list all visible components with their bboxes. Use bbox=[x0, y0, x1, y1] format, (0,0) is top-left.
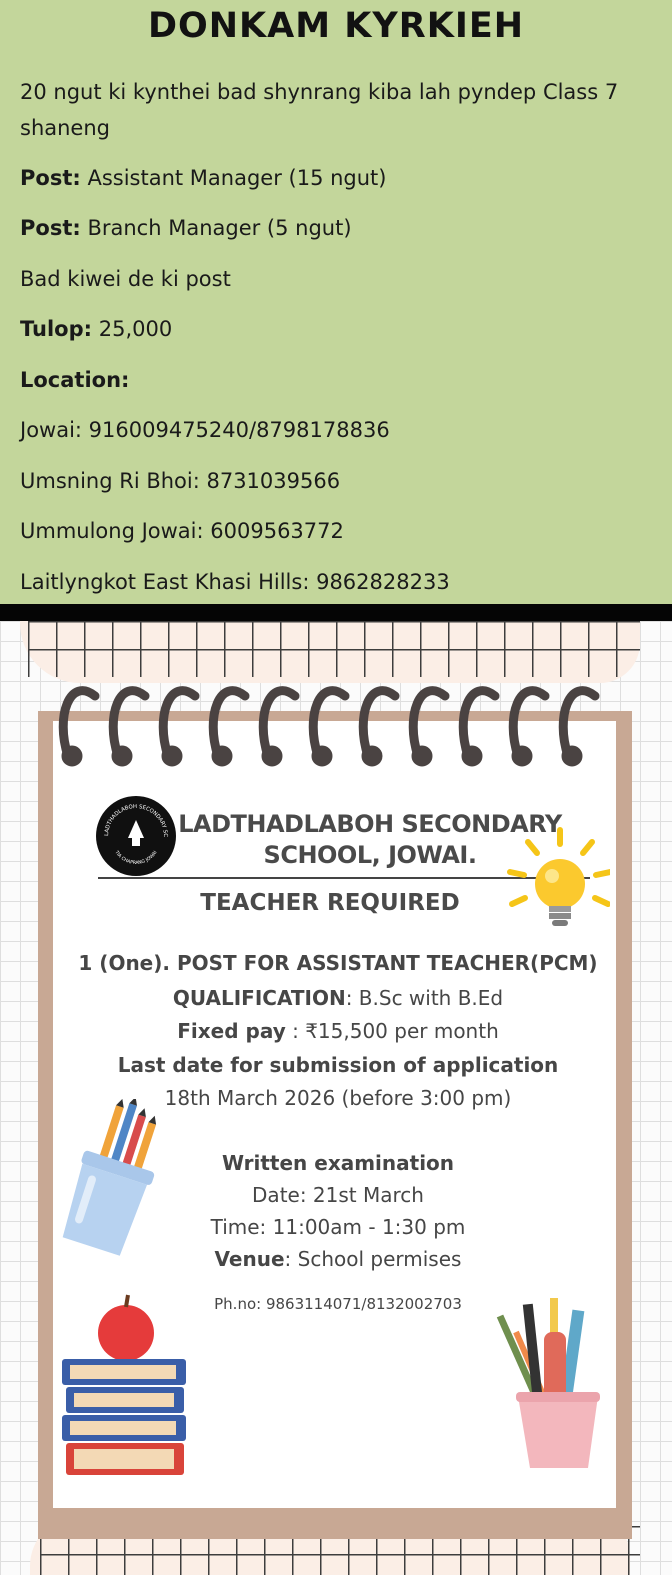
school-logo bbox=[96, 796, 176, 876]
teacher-flyer bbox=[0, 621, 672, 1575]
notice-post-1 bbox=[20, 160, 650, 196]
job-notice bbox=[0, 0, 672, 604]
pencil-jar-icon bbox=[55, 1099, 165, 1259]
pay-label: Fixed pay bbox=[177, 1019, 286, 1043]
top-grid bbox=[28, 621, 640, 677]
logo-text-bottom: TIA CHAPRANG JOWAI bbox=[113, 850, 159, 867]
notice-intro: 20 ngut ki kynthei bad shynrang kiba lah pyndep Class 7 shaneng bbox=[20, 80, 619, 140]
notice-location-3: Ummulong Jowai: 6009563772 bbox=[20, 519, 344, 543]
post-label: Post: bbox=[20, 216, 81, 240]
exam-title: Written examination bbox=[221, 1151, 455, 1175]
notice-salary bbox=[20, 311, 650, 347]
salary-label: Tulop: bbox=[20, 317, 93, 341]
notice-location-1: Jowai: 916009475240/8798178836 bbox=[20, 418, 390, 442]
notice-other-posts: Bad kiwei de ki post bbox=[20, 267, 231, 291]
teacher-required-heading: TEACHER REQUIRED bbox=[200, 890, 460, 916]
qualification-label: QUALIFICATION bbox=[172, 986, 346, 1010]
pen-cup-icon bbox=[490, 1296, 610, 1476]
exam-time: Time: 11:00am - 1:30 pm bbox=[210, 1215, 466, 1239]
qualification-value: : B.Sc with B.Ed bbox=[345, 986, 504, 1010]
post-value: Assistant Manager (15 ngut) bbox=[87, 166, 387, 190]
notice-location-2: Umsning Ri Bhoi: 8731039566 bbox=[20, 469, 341, 493]
pay-value: : ₹15,500 per month bbox=[285, 1019, 499, 1043]
pay-line bbox=[60, 1019, 616, 1043]
venue-label: Venue bbox=[214, 1247, 285, 1271]
post-value: Branch Manager (5 ngut) bbox=[87, 216, 352, 240]
notice-location-4: Laitlyngkot East Khasi Hills: 9862828233 bbox=[20, 570, 450, 594]
venue-value: : School permises bbox=[284, 1247, 462, 1271]
post-label: Post: bbox=[20, 166, 81, 190]
deadline-date: 18th March 2026 (before 3:00 pm) bbox=[164, 1086, 512, 1110]
spiral-rings-icon bbox=[0, 676, 672, 776]
notice-post-2 bbox=[20, 210, 650, 246]
post-line: 1 (One). POST FOR ASSISTANT TEACHER(PCM) bbox=[78, 951, 598, 975]
books-apple-icon bbox=[60, 1293, 195, 1483]
logo-text-top: LADTHADLABOH SECONDARY SC bbox=[103, 803, 169, 838]
deadline-label: Last date for submission of application bbox=[117, 1053, 559, 1077]
section-divider bbox=[0, 604, 672, 621]
salary-value: 25,000 bbox=[98, 317, 173, 341]
notice-title: DONKAM KYRKIEH bbox=[147, 6, 525, 46]
notice-location-label: Location: bbox=[20, 368, 130, 392]
phone-number: Ph.no: 9863114071/8132002703 bbox=[214, 1295, 462, 1313]
school-name: LADTHADLABOH SECONDARY SCHOOL, JOWAI. bbox=[178, 810, 562, 869]
exam-date: Date: 21st March bbox=[252, 1183, 424, 1207]
lightbulb-icon bbox=[500, 826, 610, 936]
qualification-line bbox=[60, 986, 616, 1010]
svg-text:TIA CHAPRANG JOWAI bbox=[113, 849, 159, 866]
